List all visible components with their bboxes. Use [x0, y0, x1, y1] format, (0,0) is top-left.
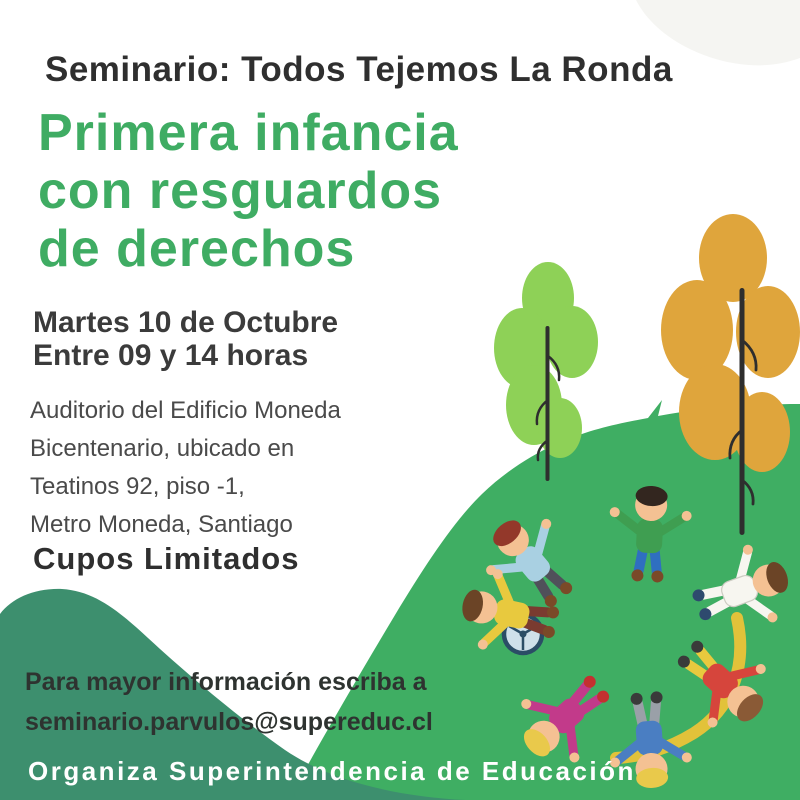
main-title-line-2: con resguardos [38, 162, 443, 220]
venue-line-3: Teatinos 92, piso -1, [30, 473, 245, 500]
venue-line-1: Auditorio del Edificio Moneda [30, 397, 341, 424]
kicker-heading: Seminario: Todos Tejemos La Ronda [45, 50, 673, 89]
main-title-line-3: de derechos [38, 220, 356, 278]
date-line-2: Entre 09 y 14 horas [33, 339, 309, 372]
date-line-1: Martes 10 de Octubre [33, 306, 339, 339]
venue-line-4: Metro Moneda, Santiago [30, 511, 293, 538]
venue-block [30, 392, 341, 544]
main-title-line-1: Primera infancia [38, 104, 459, 162]
venue-line-2: Bicentenario, ubicado en [30, 435, 295, 462]
tree-trunk [546, 326, 550, 481]
main-title [38, 104, 459, 278]
capacity-note: Cupos Limitados [33, 541, 300, 576]
tree-trunk [740, 288, 745, 535]
contact-email: seminario.parvulos@supereduc.cl [25, 708, 433, 736]
organizer-line: Organiza Superintendencia de Educación [28, 756, 636, 786]
contact-intro: Para mayor información escriba a [25, 668, 427, 696]
date-block [33, 306, 338, 372]
